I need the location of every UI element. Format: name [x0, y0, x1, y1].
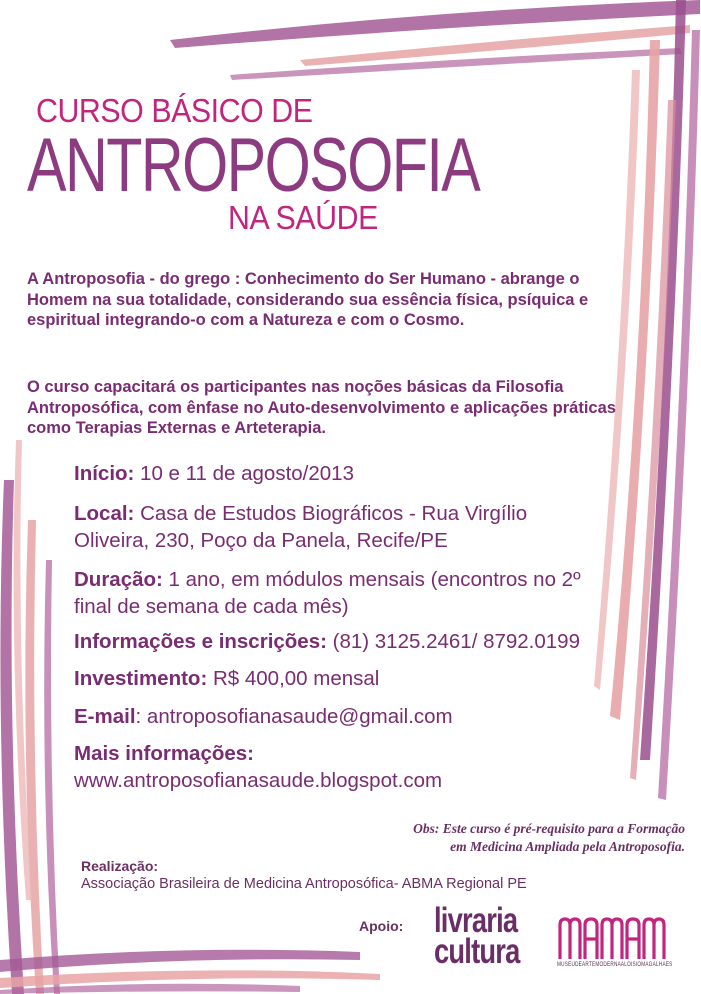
obs-line-1: Obs: Este curso é pré-requisito para a Formação: [413, 821, 685, 836]
title-line-2: ANTROPOSOFIA: [27, 123, 480, 208]
detail-informacoes: [74, 629, 684, 654]
intro-paragraph-2: O curso capacitará os participantes nas noções básicas da Filosofia Antroposófica, com ênfase no Auto-desenvolvimento e aplicações práticas como Terapias Externas e Arteterapia.: [27, 378, 616, 437]
detail-informacoes-label: Informações e inscrições:: [74, 630, 327, 653]
detail-inicio: [74, 461, 684, 486]
apoio-label: Apoio:: [359, 918, 404, 934]
title-line-3: NA SAÚDE: [228, 199, 378, 236]
detail-website: [74, 768, 684, 793]
detail-email-value: : antroposofianasaude@gmail.com: [135, 705, 453, 728]
livraria-logo-line-2: cultura: [434, 932, 520, 971]
obs-line-2: em Medicina Ampliada pela Antroposofia.: [450, 839, 685, 854]
detail-local-label: Local:: [74, 502, 135, 525]
detail-email: [74, 704, 684, 729]
detail-duracao-label: Duração:: [74, 568, 163, 591]
detail-inicio-label: Início:: [74, 462, 135, 485]
detail-duracao: [74, 567, 684, 592]
detail-inicio-value: 10 e 11 de agosto/2013: [134, 462, 354, 485]
detail-mais-informacoes: [74, 741, 684, 766]
detail-local-line-2: [74, 528, 684, 553]
realizacao-label: Realização:: [81, 858, 159, 874]
maman-tagline: MUSEUDEARTEMODERNAALOISIOMAGALHÃES: [557, 962, 673, 968]
livraria-logo-line-1: livraria: [434, 901, 518, 940]
detail-investimento-label: Investimento:: [74, 667, 208, 690]
title-line-1: CURSO BÁSICO DE: [36, 92, 313, 129]
realizacao-text: Associação Brasileira de Medicina Antroposófica- ABMA Regional PE: [81, 876, 527, 892]
detail-investimento-value: R$ 400,00 mensal: [207, 667, 380, 690]
detail-phone-numbers: (81) 3125.2461/ 8792.0199: [326, 630, 580, 653]
detail-local-value-2: Oliveira, 230, Poço da Panela, Recife/PE: [74, 529, 448, 552]
detail-investimento: [74, 666, 684, 691]
detail-local: [74, 501, 684, 526]
intro-paragraph-1: A Antroposofia - do grego : Conhecimento do Ser Humano - abrange o Homem na sua totalidade, considerando sua essência física, psíquica e espiritual integrando-o com a Natureza e com o Cosmo.: [27, 270, 589, 329]
detail-mais-label: Mais informações:: [74, 742, 254, 765]
detail-local-value-1: Casa de Estudos Biográficos - Rua Virgílio: [134, 502, 528, 525]
detail-duracao-line-2: [74, 594, 684, 619]
livraria-cultura-logo: [434, 901, 520, 971]
detail-website-url: www.antroposofianasaude.blogspot.com: [74, 769, 443, 792]
detail-duracao-value-1: 1 ano, em módulos mensais (encontros no 2º: [162, 568, 581, 591]
detail-duracao-value-2: final de semana de cada mês): [74, 595, 349, 618]
detail-email-label: E-mail: [74, 705, 136, 728]
